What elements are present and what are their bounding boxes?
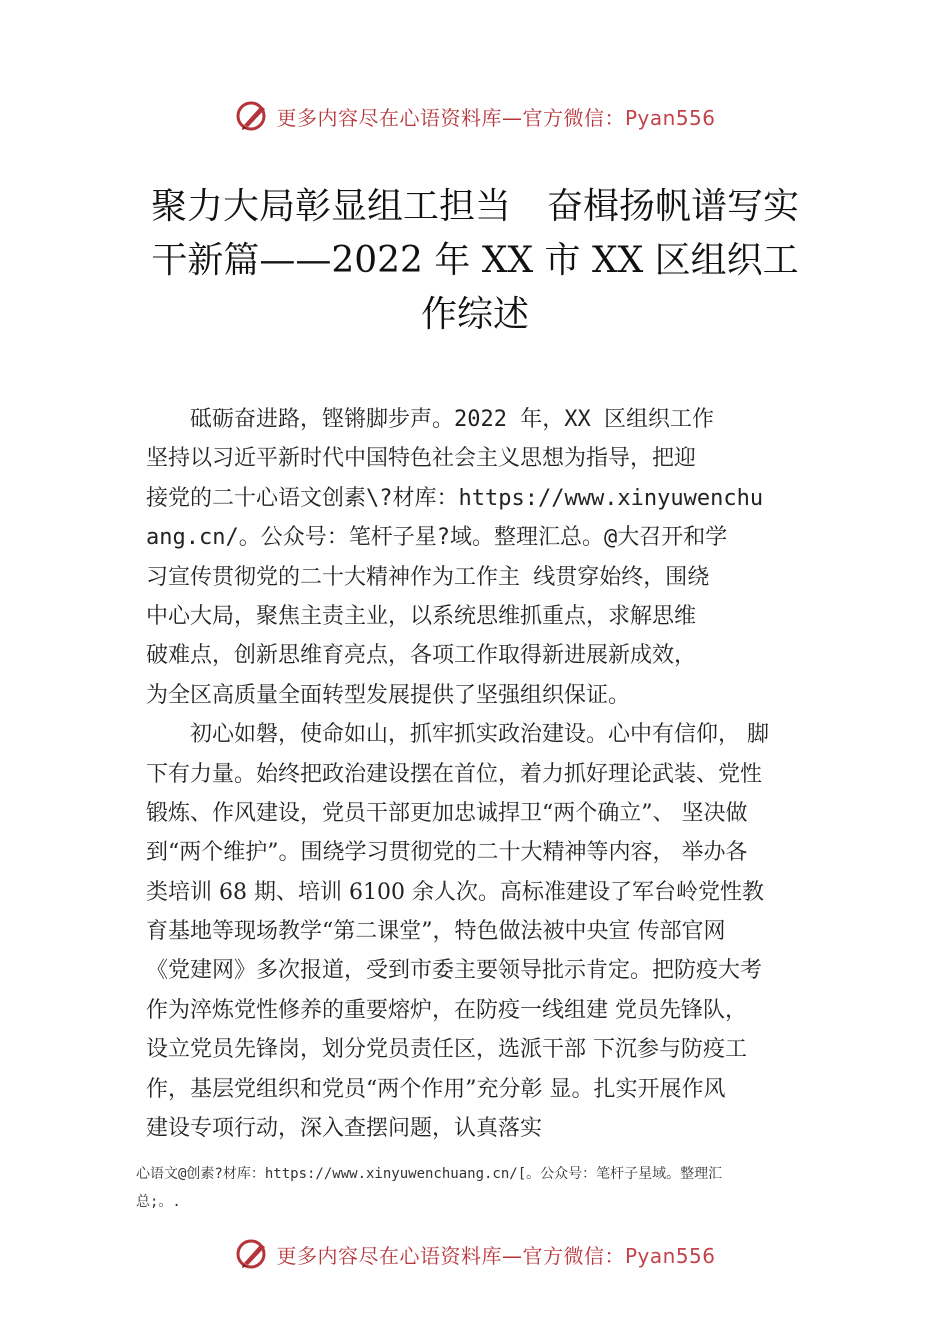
header-banner-content (234, 98, 715, 134)
text-line: 初心如磐，使命如山，抓牢抓实政治建设。心中有信仰， 脚 (146, 722, 769, 748)
paragraph-1 (146, 400, 836, 715)
site-name: 更多内容尽在心语资料库 (276, 1243, 502, 1268)
footer-note (136, 1160, 826, 1216)
text-line: 作为淬炼党性修养的重要熔炉，在防疫一线组建 党员先锋队， (146, 997, 747, 1023)
document-title (120, 180, 830, 342)
footer-note-line: 心语文@创素?材库：https://www.xinyuwenchuang.cn/[。公众号：笔杆子星域。整理汇 (136, 1166, 723, 1182)
text-line: 建设专项行动，深入查摆问题，认真落实 (146, 1116, 543, 1142)
text-line: 育基地等现场教学“第二课堂”，特色做法被中央宣 传部官网 (146, 919, 726, 945)
header-banner (0, 96, 950, 136)
footer-note-line: 总;。. (136, 1194, 181, 1210)
text-line: 坚持以习近平新时代中国特色社会主义思想为指导，把迎 (146, 446, 697, 472)
text-line: 到“两个维护”。围绕学习贯彻党的二十大精神等内容， 举办各 (146, 840, 748, 866)
text-line: 类培训 68 期、培训 6100 余人次。高标准建设了军台岭党性教 (146, 879, 764, 905)
text-line: 设立党员先锋岗，划分党员责任区，选派干部 下沉参与防疫工 (146, 1037, 747, 1063)
official-wechat-label: 官方微信： (522, 105, 625, 130)
document-body (146, 400, 836, 1148)
text-line: 《党建网》多次报道，受到市委主要领导批示肯定。把防疫大考 (146, 958, 763, 984)
footer-banner-content (234, 1236, 715, 1272)
wechat-account: Pyan556 (624, 105, 716, 130)
official-wechat-label: 官方微信： (522, 1243, 625, 1268)
text-line: 接党的二十心语文创素\?材库：https://www.xinyuwenchu (146, 485, 764, 511)
paragraph-2 (146, 715, 836, 1148)
text-line: 中心大局，聚焦主责主业，以系统思维抓重点，求解思维 (146, 603, 697, 629)
text-line: 下有力量。始终把政治建设摆在首位，着力抓好理论武装、党性 (146, 761, 763, 787)
footer-banner-text (276, 1240, 715, 1269)
wechat-account: Pyan556 (624, 1243, 716, 1268)
text-line: ang.cn/。公众号：笔杆子星?域。整理汇总。@大召开和学 (146, 525, 728, 551)
text-line: 作，基层党组织和党员“两个作用”充分彰 显。扎实开展作风 (146, 1076, 726, 1102)
text-line: 破难点，创新思维育亮点，各项工作取得新进展新成效， (146, 643, 697, 669)
text-line: 锻炼、作风建设，党员干部更加忠诚捍卫“两个确立”、 坚决做 (146, 800, 748, 826)
banner-separator: — (501, 105, 523, 130)
text-line: 为全区高质量全面转型发展提供了坚强组织保证。 (146, 682, 631, 708)
title-line: 作综述 (420, 294, 529, 335)
header-banner-text (276, 102, 715, 131)
title-line: 聚力大局彰显组工担当 奋楫扬帆谱写实 (150, 186, 799, 227)
banner-separator: — (501, 1243, 523, 1268)
brush-logo-icon (234, 1236, 270, 1272)
footer-banner (0, 1234, 950, 1274)
site-name: 更多内容尽在心语资料库 (276, 105, 502, 130)
brush-logo-icon (234, 98, 270, 134)
title-line: 干新篇——2022 年 XX 市 XX 区组织工 (151, 240, 799, 281)
text-line: 习宣传贯彻党的二十大精神作为工作主 线贯穿始终，围绕 (146, 564, 710, 590)
text-line: 砥砺奋进路，铿锵脚步声。2022 年，XX 区组织工作 (146, 407, 714, 432)
